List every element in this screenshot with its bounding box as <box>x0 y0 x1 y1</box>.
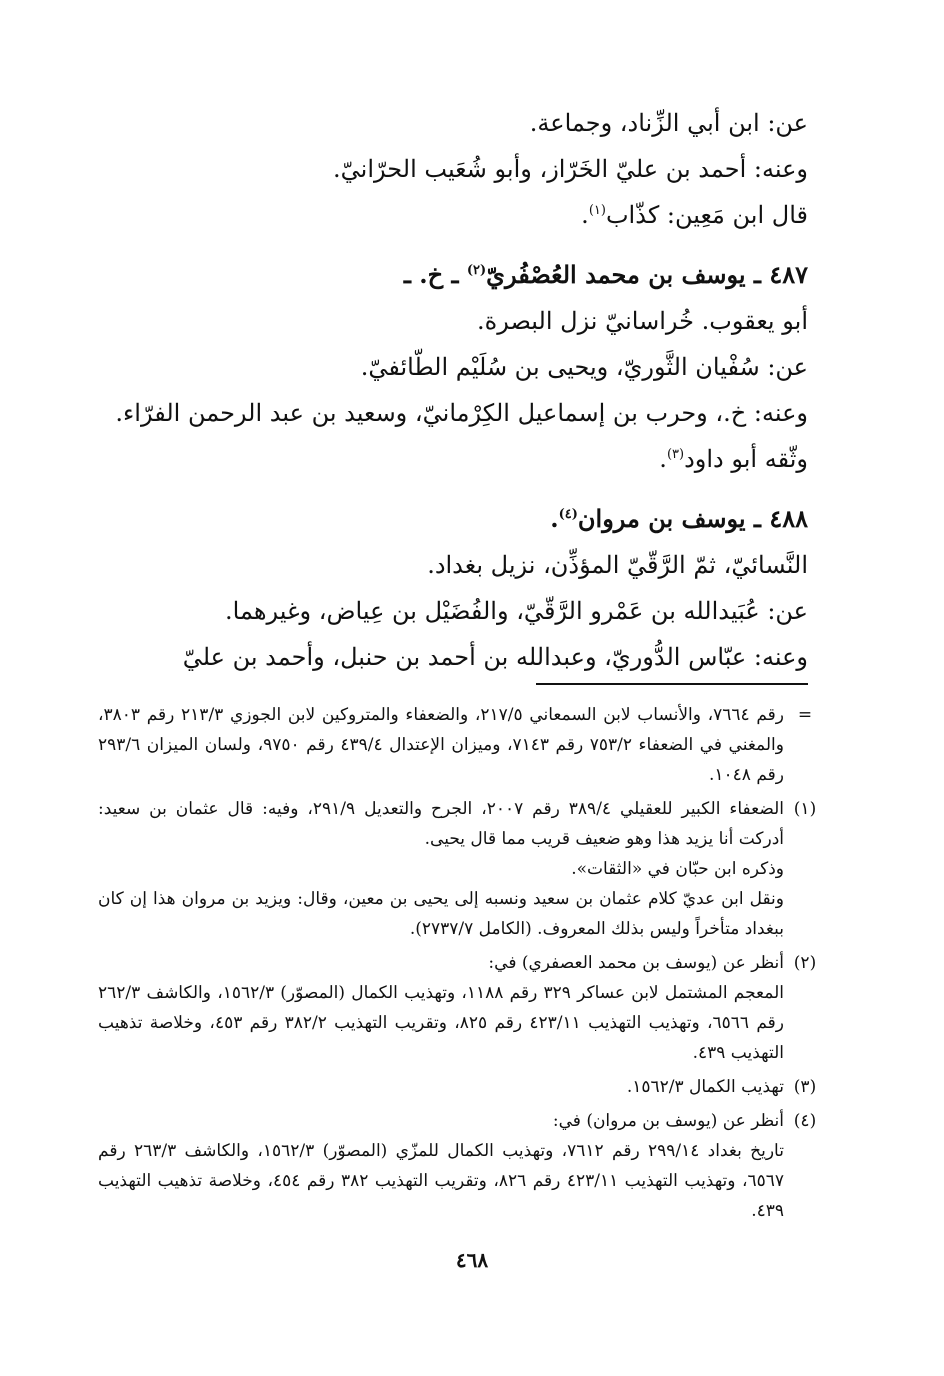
footnote-text: ونقل ابن عديّ كلام عثمان بن سعيد ونسبه إلى يحيى بن معين، وقال: ويزيد بن مروان هذا إن كان ببغداد متأخراً وليس بذلك المعروف. (الكامل ٢٧٣٧/٧). <box>98 889 784 939</box>
footnote-1 <box>98 794 826 944</box>
text-span: . <box>659 445 667 473</box>
footnote-text: تاريخ بغداد ٢٩٩/١٤ رقم ٧٦١٢، وتهذيب الكمال للمزّي (المصوّر) ١٥٦٢/٣، والكاشف ٢٦٣/٣ رقم ٦٥٦٧، وتهذيب التهذيب ٤٢٣/١١ رقم ٨٢٦، وتقريب التهذيب ٣٨٢ رقم ٤٥٤، وخلاصة تذهيب التهذيب ٤٣٩. <box>98 1141 784 1221</box>
entry-heading-487 <box>96 252 808 298</box>
footnote-body <box>98 1106 784 1226</box>
text-span: قال ابن مَعِين: كذّاب <box>605 201 808 229</box>
footnote-mark: (٤) <box>793 1111 817 1131</box>
footnote-mark: (٣) <box>793 1077 817 1097</box>
footnote-text: تهذيب الكمال ١٥٦٢/٣. <box>626 1077 784 1097</box>
footnote-ref: (١) <box>588 203 606 218</box>
footnote-body <box>98 700 784 790</box>
entry-title: ٤٨٧ ـ يوسف بن محمد العُصْفُريّ <box>486 260 808 289</box>
footnote-text: وذكره ابن حبّان في «الثقات». <box>571 859 784 879</box>
entry-tail: ـ خ. ـ <box>403 260 467 289</box>
footnote-text: الضعفاء الكبير للعقيلي ٣٨٩/٤ رقم ٢٠٠٧، الجرح والتعديل ٢٩١/٩، وفيه: قال عثمان بن سعيد: أدركت أنا يزيد هذا وهو ضعيف قريب مما قال يحيى. <box>98 799 785 849</box>
footnote-text: رقم ٧٦٦٤، والأنساب لابن السمعاني ٢١٧/٥، والضعفاء والمتروكين لابن الجوزي ٢١٣/٣ رقم ٣٨٠٣، والمغني في الضعفاء ٧٥٣/٢ رقم ٧١٤٣، وميزان الإعتدال ٤٣٩/٤ رقم ٩٧٥٠، ولسان الميزان ٢٩٣/٦ رقم ١٠٤٨. <box>98 705 785 785</box>
footnote-2 <box>98 948 826 1068</box>
text-line <box>96 436 808 482</box>
page-number: ٤٦٨ <box>455 1248 489 1272</box>
footnotes <box>98 700 826 1226</box>
footnote-body <box>98 794 784 944</box>
text-line: وعنه: خ.، وحرب بن إسماعيل الكِرْمانيّ، وسعيد بن عبد الرحمن الفرّاء. <box>115 399 808 427</box>
entry-tail: . <box>550 504 559 533</box>
footnote-ref: (٤) <box>558 507 578 522</box>
footnote-mark: (١) <box>793 799 817 819</box>
footnote-continuation <box>98 700 826 790</box>
footnote-text: أنظر عن (يوسف بن محمد العصفري) في: <box>488 953 784 973</box>
footnote-mark: = <box>797 705 813 725</box>
text-line: عن: ابن أبي الزِّناد، وجماعة. <box>529 109 808 137</box>
footnote-body <box>98 948 784 1068</box>
text-line: النَّسائيّ، ثمّ الرَّقّيّ المؤذِّن، نزيل بغداد. <box>427 551 808 579</box>
footnote-divider <box>536 683 808 685</box>
entry-heading-488 <box>96 496 808 542</box>
footnote-mark: (٢) <box>793 953 817 973</box>
footnote-4 <box>98 1106 826 1226</box>
footnote-text: المعجم المشتمل لابن عساكر ٣٢٩ رقم ١١٨٨، وتهذيب الكمال (المصوّر) ١٥٦٢/٣، والكاشف ٢٦٢/٣ رقم ٦٥٦٦، وتهذيب التهذيب ٤٢٣/١١ رقم ٨٢٥، وتقريب التهذيب ٣٨٢/٢ رقم ٤٥٣، وخلاصة تذهيب التهذيب ٤٣٩. <box>98 983 784 1063</box>
footnote-3 <box>98 1072 826 1102</box>
footnote-text: أنظر عن (يوسف بن مروان) في: <box>552 1111 784 1131</box>
text-line: عن: سُفْيان الثَّوريّ، ويحيى بن سُلَيْم الطّائفيّ. <box>360 353 808 381</box>
text-span: وثّقه أبو داود <box>684 445 808 473</box>
text-line <box>96 192 808 238</box>
text-line: وعنه: أحمد بن عليّ الخَرّاز، وأبو شُعَيب الحرّانيّ. <box>333 155 808 183</box>
text-span: . <box>581 201 589 229</box>
text-line: عن: عُبَيدالله بن عَمْرو الرَّقّيّ، والفُضَيْل بن عِياض، وغيرهما. <box>225 597 808 625</box>
entry-title: ٤٨٨ ـ يوسف بن مروان <box>577 504 808 533</box>
footnote-ref: (٣) <box>666 447 685 462</box>
footnote-body <box>98 1072 784 1102</box>
text-line: أبو يعقوب. خُراسانيّ نزل البصرة. <box>477 307 808 335</box>
text-line: وعنه: عبّاس الدُّوريّ، وعبدالله بن أحمد بن حنبل، وأحمد بن عليّ <box>182 643 808 671</box>
footnote-ref: (٢) <box>466 263 487 278</box>
main-text <box>96 100 808 680</box>
